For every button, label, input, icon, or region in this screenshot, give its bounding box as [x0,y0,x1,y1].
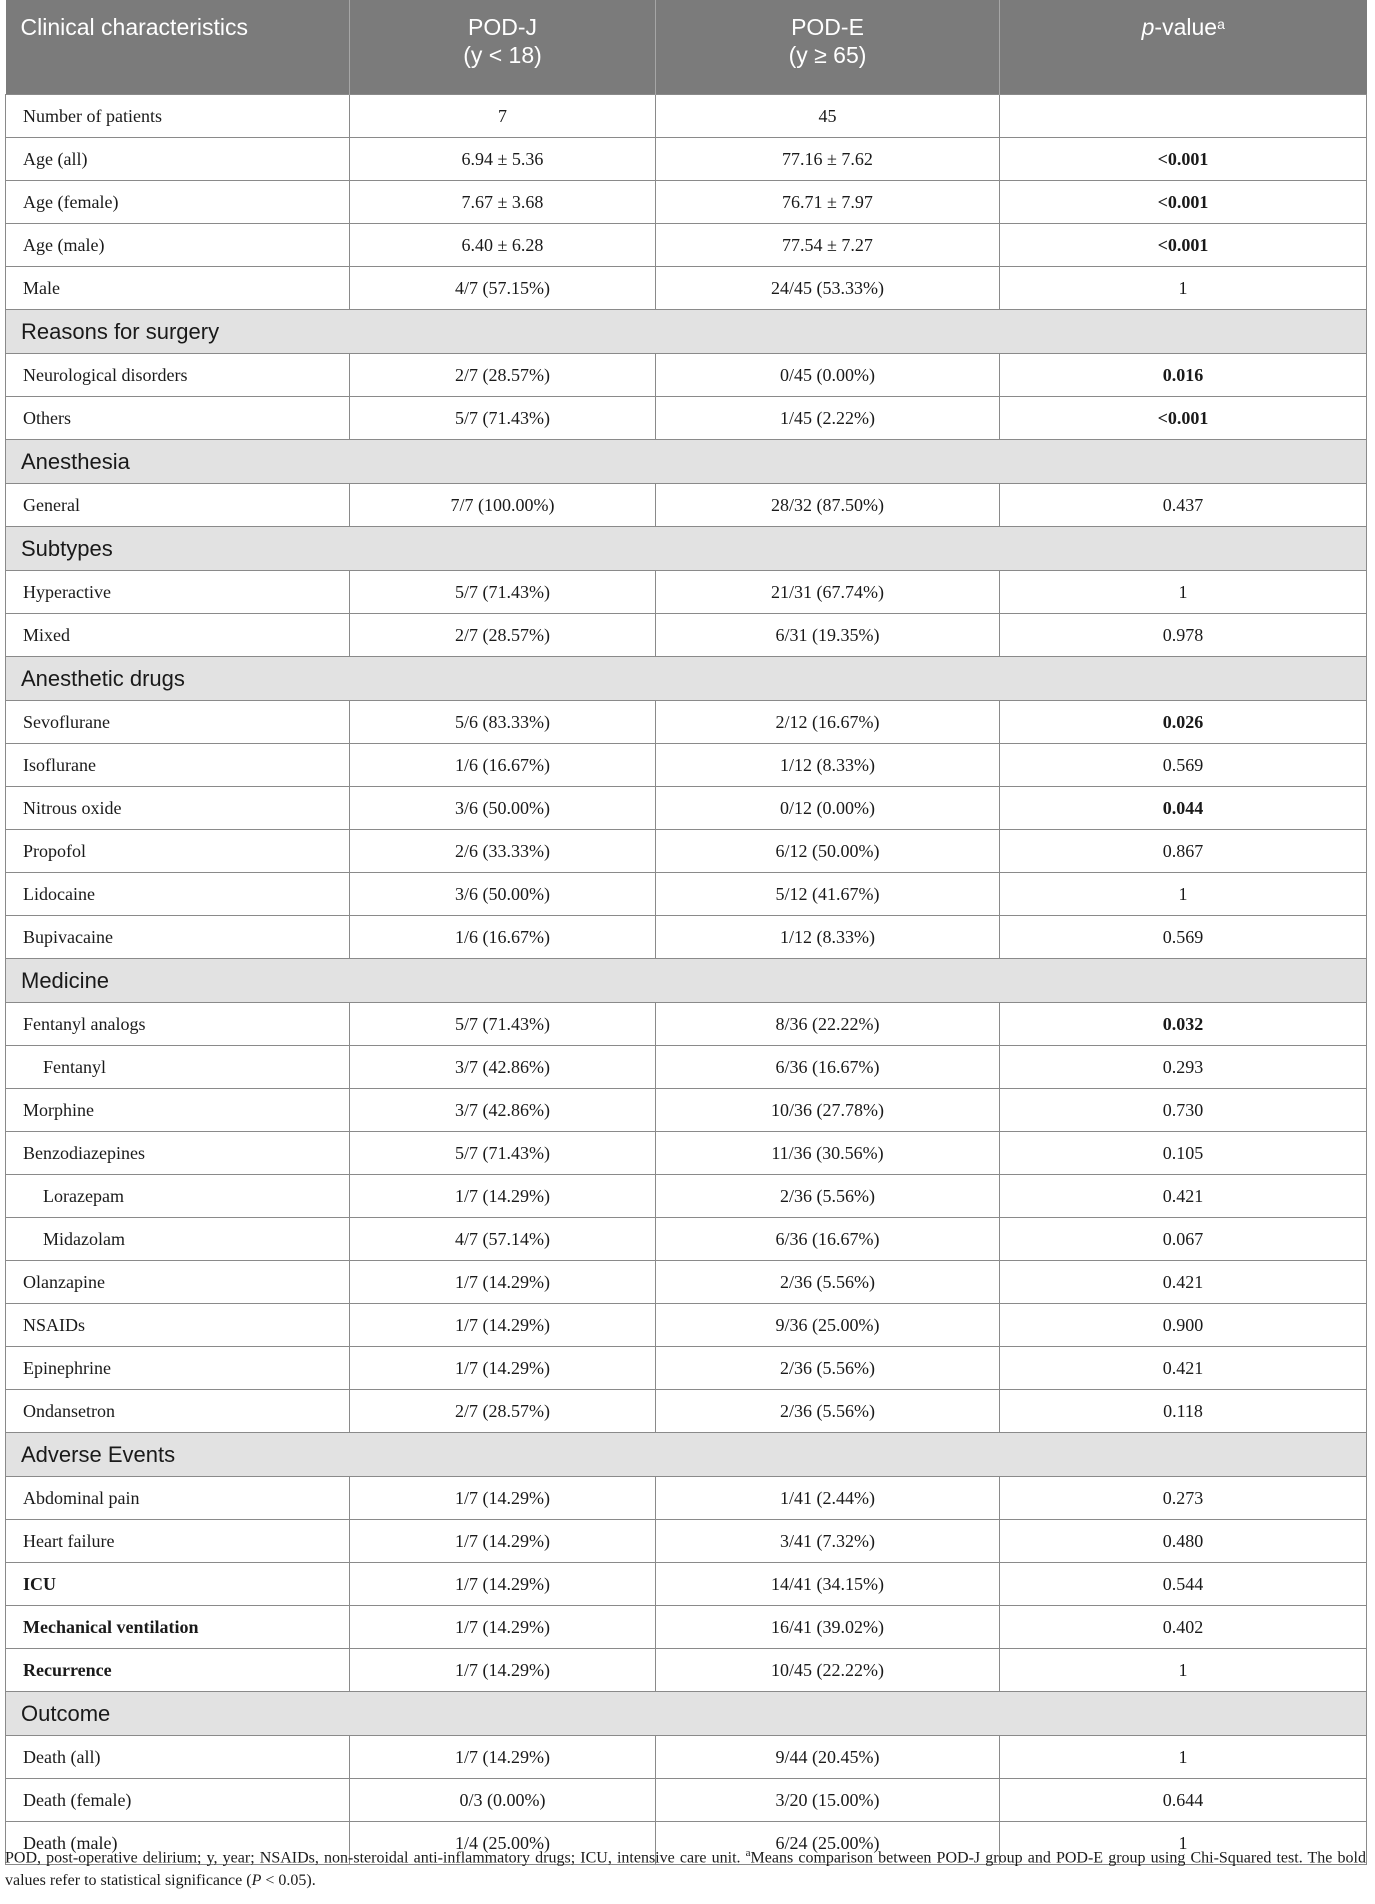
table-row [6,701,1367,744]
header-p-italic: p [1141,14,1155,40]
table-row [6,1304,1367,1347]
pod-e-value: 14/41 (34.15%) [656,1563,1000,1606]
section-header-row [6,1692,1367,1736]
pod-j-value: 1/7 (14.29%) [350,1563,656,1606]
pod-j-value: 6.94 ± 5.36 [350,138,656,181]
table-row [6,1218,1367,1261]
p-value: 0.867 [1000,830,1367,873]
p-value: 1 [1000,873,1367,916]
pod-e-value: 45 [656,95,1000,138]
pod-e-value: 0/45 (0.00%) [656,354,1000,397]
pod-e-value: 5/12 (41.67%) [656,873,1000,916]
pod-j-value: 1/7 (14.29%) [350,1520,656,1563]
section-title: Adverse Events [6,1433,1367,1477]
row-label: Benzodiazepines [6,1132,350,1175]
row-label: Age (all) [6,138,350,181]
pod-j-value: 5/7 (71.43%) [350,1003,656,1046]
header-p-value [1000,0,1367,95]
pod-j-value: 1/7 (14.29%) [350,1477,656,1520]
table-container [5,0,1366,1865]
header-p-footnote-marker: a [1217,16,1225,32]
p-value: 1 [1000,1736,1367,1779]
pod-e-value: 3/20 (15.00%) [656,1779,1000,1822]
header-pod-j-subtitle: (y < 18) [463,42,542,68]
section-title: Reasons for surgery [6,310,1367,354]
p-value: 0.421 [1000,1261,1367,1304]
pod-e-value: 6/36 (16.67%) [656,1046,1000,1089]
table-row [6,397,1367,440]
section-header-row [6,657,1367,701]
table-row [6,1520,1367,1563]
row-label: Lidocaine [6,873,350,916]
section-title: Medicine [6,959,1367,1003]
pod-j-value: 2/7 (28.57%) [350,354,656,397]
pod-e-value: 0/12 (0.00%) [656,787,1000,830]
p-value: 1 [1000,571,1367,614]
row-label: Olanzapine [6,1261,350,1304]
pod-j-value: 1/7 (14.29%) [350,1347,656,1390]
pod-e-value: 6/24 (25.00%) [656,1822,1000,1865]
p-value: 0.437 [1000,484,1367,527]
row-label: Mechanical ventilation [6,1606,350,1649]
footnote-threshold: < 0.05). [261,1872,316,1890]
row-label: Sevoflurane [6,701,350,744]
row-label: Bupivacaine [6,916,350,959]
table-body [6,95,1367,1865]
p-value: 0.044 [1000,787,1367,830]
table-row [6,1563,1367,1606]
table-row [6,1175,1367,1218]
table-row [6,1132,1367,1175]
section-header-row [6,440,1367,484]
table-row [6,1390,1367,1433]
row-label: NSAIDs [6,1304,350,1347]
pod-j-value: 3/6 (50.00%) [350,787,656,830]
pod-e-value: 2/12 (16.67%) [656,701,1000,744]
row-label: Nitrous oxide [6,787,350,830]
pod-j-value: 1/7 (14.29%) [350,1175,656,1218]
table-row [6,830,1367,873]
table-row [6,787,1367,830]
row-label: Propofol [6,830,350,873]
pod-e-value: 1/41 (2.44%) [656,1477,1000,1520]
table-row [6,1089,1367,1132]
p-value: 0.421 [1000,1347,1367,1390]
p-value: 1 [1000,1822,1367,1865]
pod-j-value: 1/4 (25.00%) [350,1822,656,1865]
row-label: Epinephrine [6,1347,350,1390]
pod-e-value: 77.16 ± 7.62 [656,138,1000,181]
pod-e-value: 6/12 (50.00%) [656,830,1000,873]
footnote-abbreviations: POD, post-operative delirium; y, year; NSAIDs, non-steroidal anti-inflammatory drugs; ICU, intensive care unit. [5,1849,746,1867]
pod-e-value: 6/31 (19.35%) [656,614,1000,657]
table-row [6,1606,1367,1649]
pod-j-value: 1/7 (14.29%) [350,1261,656,1304]
table-row [6,95,1367,138]
pod-e-value: 16/41 (39.02%) [656,1606,1000,1649]
p-value: 0.118 [1000,1390,1367,1433]
pod-j-value: 7 [350,95,656,138]
p-value: 0.032 [1000,1003,1367,1046]
row-label: Age (female) [6,181,350,224]
p-value: 0.016 [1000,354,1367,397]
pod-e-value: 10/36 (27.78%) [656,1089,1000,1132]
p-value: 0.644 [1000,1779,1367,1822]
pod-j-value: 2/7 (28.57%) [350,1390,656,1433]
pod-e-value: 8/36 (22.22%) [656,1003,1000,1046]
table-footnote [5,1842,1366,1892]
table-row [6,224,1367,267]
pod-e-value: 21/31 (67.74%) [656,571,1000,614]
pod-j-value: 6.40 ± 6.28 [350,224,656,267]
section-header-row [6,1433,1367,1477]
p-value: 0.569 [1000,744,1367,787]
row-label: Midazolam [6,1218,350,1261]
table-row [6,614,1367,657]
row-label: Others [6,397,350,440]
table-row [6,873,1367,916]
table-row [6,1779,1367,1822]
pod-j-value: 5/6 (83.33%) [350,701,656,744]
pod-j-value: 0/3 (0.00%) [350,1779,656,1822]
row-label: Isoflurane [6,744,350,787]
pod-e-value: 77.54 ± 7.27 [656,224,1000,267]
table-row [6,354,1367,397]
table-row [6,1736,1367,1779]
pod-j-value: 5/7 (71.43%) [350,397,656,440]
row-label: Age (male) [6,224,350,267]
table-row [6,1003,1367,1046]
pod-j-value: 4/7 (57.15%) [350,267,656,310]
pod-j-value: 7.67 ± 3.68 [350,181,656,224]
footnote-marker: a [745,1847,751,1859]
p-value: 0.544 [1000,1563,1367,1606]
pod-e-value: 1/12 (8.33%) [656,916,1000,959]
section-header-row [6,527,1367,571]
row-label: Recurrence [6,1649,350,1692]
header-pod-j [350,0,656,95]
table-row [6,1261,1367,1304]
header-clinical-characteristics: Clinical characteristics [6,0,350,95]
table-row [6,181,1367,224]
p-value: 1 [1000,267,1367,310]
pod-j-value: 3/6 (50.00%) [350,873,656,916]
p-value: 0.900 [1000,1304,1367,1347]
pod-j-value: 5/7 (71.43%) [350,1132,656,1175]
pod-e-value: 11/36 (30.56%) [656,1132,1000,1175]
p-value [1000,95,1367,138]
pod-j-value: 1/7 (14.29%) [350,1304,656,1347]
pod-e-value: 9/36 (25.00%) [656,1304,1000,1347]
row-label: Death (all) [6,1736,350,1779]
table-row [6,571,1367,614]
header-pod-e-title: POD-E [791,14,864,40]
row-label: Number of patients [6,95,350,138]
p-value: 1 [1000,1649,1367,1692]
row-label: Male [6,267,350,310]
row-label: Neurological disorders [6,354,350,397]
row-label: ICU [6,1563,350,1606]
pod-j-value: 1/6 (16.67%) [350,916,656,959]
p-value: <0.001 [1000,181,1367,224]
p-value: <0.001 [1000,224,1367,267]
pod-e-value: 28/32 (87.50%) [656,484,1000,527]
section-header-row [6,310,1367,354]
row-label: Mixed [6,614,350,657]
pod-e-value: 1/12 (8.33%) [656,744,1000,787]
pod-e-value: 9/44 (20.45%) [656,1736,1000,1779]
header-pod-e-subtitle: (y ≥ 65) [788,42,867,68]
table-row [6,1477,1367,1520]
table-row [6,138,1367,181]
pod-j-value: 1/7 (14.29%) [350,1606,656,1649]
pod-j-value: 3/7 (42.86%) [350,1089,656,1132]
p-value: <0.001 [1000,397,1367,440]
pod-e-value: 2/36 (5.56%) [656,1347,1000,1390]
table-row [6,744,1367,787]
pod-j-value: 2/6 (33.33%) [350,830,656,873]
row-label: Ondansetron [6,1390,350,1433]
pod-j-value: 1/7 (14.29%) [350,1736,656,1779]
p-value: 0.067 [1000,1218,1367,1261]
p-value: 0.730 [1000,1089,1367,1132]
row-label: Abdominal pain [6,1477,350,1520]
row-label: Fentanyl [6,1046,350,1089]
table-row [6,1649,1367,1692]
row-label: Hyperactive [6,571,350,614]
header-pod-j-title: POD-J [468,14,537,40]
pod-e-value: 3/41 (7.32%) [656,1520,1000,1563]
pod-e-value: 1/45 (2.22%) [656,397,1000,440]
table-row [6,916,1367,959]
footnote-p-italic: P [251,1872,262,1890]
row-label: Lorazepam [6,1175,350,1218]
table-row [6,1347,1367,1390]
table-row [6,267,1367,310]
pod-j-value: 2/7 (28.57%) [350,614,656,657]
section-title: Anesthetic drugs [6,657,1367,701]
p-value: 0.421 [1000,1175,1367,1218]
row-label: Heart failure [6,1520,350,1563]
section-title: Anesthesia [6,440,1367,484]
pod-j-value: 7/7 (100.00%) [350,484,656,527]
header-p-rest: -value [1154,14,1218,40]
table-header-row [6,0,1367,95]
row-label: Morphine [6,1089,350,1132]
table-row [6,484,1367,527]
pod-e-value: 2/36 (5.56%) [656,1175,1000,1218]
p-value: 0.293 [1000,1046,1367,1089]
footnote-description: Means comparison between POD-J group and POD-E group using Chi-Squared test. The bold values refer to statistical significance ( [5,1849,1366,1890]
pod-j-value: 4/7 (57.14%) [350,1218,656,1261]
pod-e-value: 10/45 (22.22%) [656,1649,1000,1692]
pod-j-value: 3/7 (42.86%) [350,1046,656,1089]
clinical-characteristics-table [5,0,1367,1865]
p-value: 0.569 [1000,916,1367,959]
section-title: Outcome [6,1692,1367,1736]
pod-e-value: 76.71 ± 7.97 [656,181,1000,224]
p-value: 0.105 [1000,1132,1367,1175]
pod-e-value: 6/36 (16.67%) [656,1218,1000,1261]
p-value: 0.480 [1000,1520,1367,1563]
section-title: Subtypes [6,527,1367,571]
p-value: 0.978 [1000,614,1367,657]
pod-j-value: 1/6 (16.67%) [350,744,656,787]
p-value: 0.026 [1000,701,1367,744]
table-row [6,1046,1367,1089]
p-value: 0.273 [1000,1477,1367,1520]
p-value: <0.001 [1000,138,1367,181]
row-label: Death (male) [6,1822,350,1865]
row-label: General [6,484,350,527]
pod-j-value: 1/7 (14.29%) [350,1649,656,1692]
row-label: Death (female) [6,1779,350,1822]
row-label: Fentanyl analogs [6,1003,350,1046]
pod-e-value: 24/45 (53.33%) [656,267,1000,310]
section-header-row [6,959,1367,1003]
p-value: 0.402 [1000,1606,1367,1649]
pod-e-value: 2/36 (5.56%) [656,1261,1000,1304]
pod-j-value: 5/7 (71.43%) [350,571,656,614]
pod-e-value: 2/36 (5.56%) [656,1390,1000,1433]
header-pod-e [656,0,1000,95]
